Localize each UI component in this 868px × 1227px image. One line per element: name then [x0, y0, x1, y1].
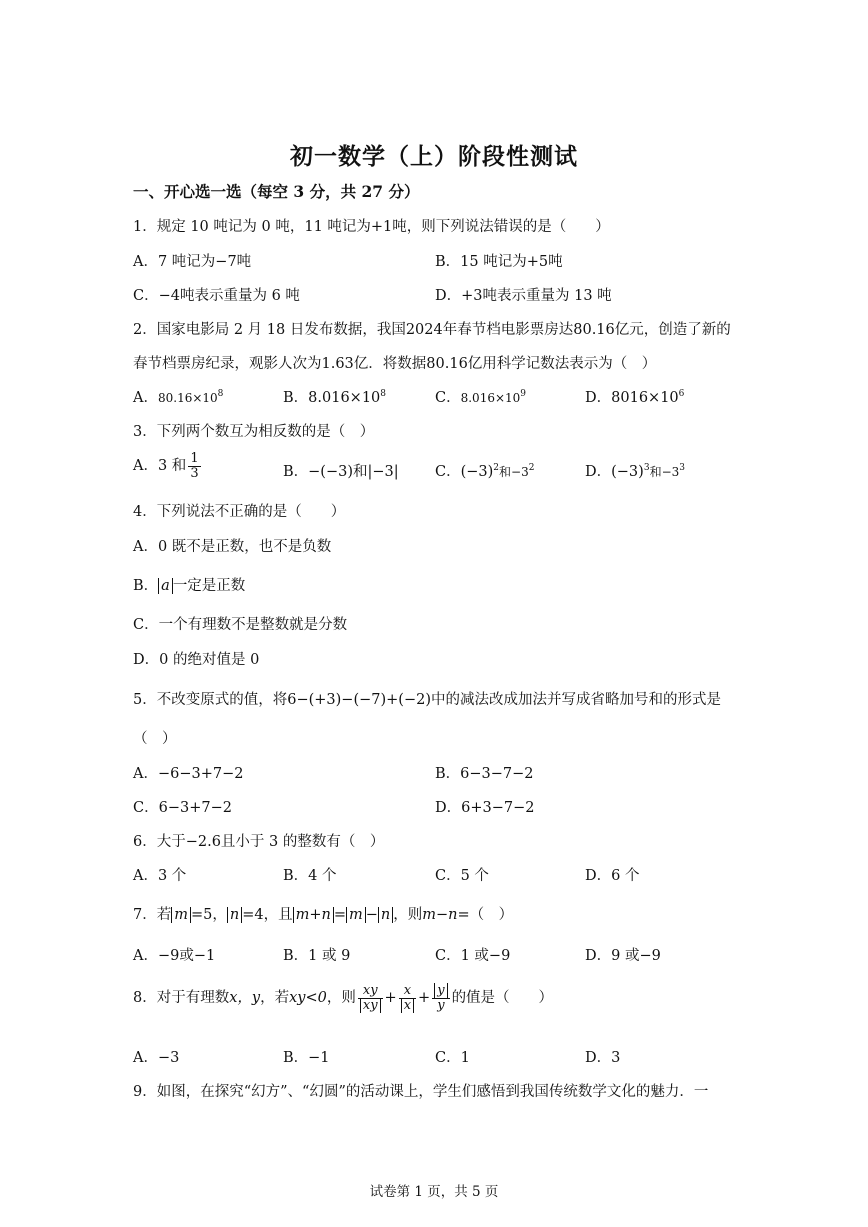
question-8-option-a: A．−3: [133, 1050, 180, 1066]
question-7-option-d: D．9 或−9: [585, 948, 661, 964]
option-c-base: C．(−3): [435, 464, 494, 480]
stem-pre: 8．对于有理数: [133, 990, 230, 1007]
option-label: D．: [585, 390, 612, 406]
question-1-option-c: C．−4吨表示重量为 6 吨: [133, 288, 300, 304]
section-heading: 一、开心选一选（每空 3 分，共 27 分）: [133, 182, 420, 201]
question-9-stem: 9．如图，在探究“幻方”、“幻圆”的活动课上，学生们感悟到我国传统数学文化的魅力．一: [133, 1084, 709, 1100]
abs-m-plus-n: m+n: [293, 907, 334, 923]
question-2-option-a: [133, 386, 223, 407]
then-text: ，则: [393, 907, 423, 923]
question-6-option-a: A．3 个: [133, 868, 187, 884]
option-c-mid: 和−3: [499, 465, 529, 479]
question-4-option-d: D．0 的绝对值是 0: [133, 652, 260, 668]
question-4-stem: 4．下列说法不正确的是（ ）: [133, 504, 346, 520]
question-6-option-d: D．6 个: [585, 868, 640, 884]
question-2-option-c: [435, 386, 526, 407]
stem-post: 的值是（ ）: [451, 990, 554, 1007]
question-4-option-a: A．0 既不是正数，也不是负数: [133, 539, 332, 555]
fraction-x-over-abs-x: [399, 984, 416, 1012]
question-2-stem-line2: 春节档票房纪录，观影人次为1.63亿．将数据80.16亿用科学记数法表示为（ ）: [133, 356, 657, 372]
abs-n: n: [227, 907, 242, 923]
option-c-exponent-2: 2: [528, 463, 535, 474]
expression: 6−(+3)−(−7)+(−2): [287, 692, 431, 708]
option-label: B．: [133, 578, 159, 594]
abs-xy: xy: [360, 998, 381, 1013]
question-7-stem: [133, 903, 513, 924]
fraction-denominator: 3: [190, 465, 199, 481]
ask-eq: =（ ）: [457, 907, 514, 923]
page-title: 初一数学（上）阶段性测试: [290, 143, 578, 170]
question-5-option-a: A．−6−3+7−2: [133, 766, 244, 782]
stem-then: ，则: [326, 990, 356, 1007]
option-label: A．: [133, 390, 158, 406]
abs-x: x: [401, 998, 414, 1013]
option-c-base: 8.016×10: [460, 391, 521, 405]
question-3-option-b: B．−(−3)和|−3|: [283, 464, 399, 480]
question-3-option-c: [435, 460, 534, 481]
option-c-exponent: 9: [520, 389, 527, 400]
option-a-text: A．3 和: [133, 458, 187, 475]
question-5-option-d: D．6+3−7−2: [435, 800, 535, 816]
question-6-option-c: C．5 个: [435, 868, 489, 884]
question-3-option-d: [585, 460, 685, 481]
page-footer: 试卷第 1 页，共 5 页: [369, 1184, 499, 1200]
fraction-denominator: [399, 999, 416, 1013]
question-1-stem: 1．规定 10 吨记为 0 吨，11 吨记为+1吨，则下列说法错误的是（ ）: [133, 219, 610, 235]
option-d-base: D．(−3): [585, 464, 644, 480]
option-d-exponent-2: 3: [679, 463, 685, 474]
eq-2: =4，且: [242, 907, 293, 923]
option-b-exponent: 8: [380, 389, 387, 400]
m-minus-n: m−n: [422, 907, 458, 923]
option-d-mid: 和−3: [649, 465, 680, 479]
question-5-option-c: C．6−3+7−2: [133, 800, 232, 816]
abs-m: m: [171, 907, 191, 923]
question-8-stem: 8．对于有理数x，y，若xy<0，则 $\frac{xy}{xy}$ + $\frac{x}{x}$ + $\frac{y}{y}$ 的值是（ ）: [133, 983, 554, 1013]
option-c-exponent: 2: [493, 463, 500, 474]
question-8-option-b: B．−1: [283, 1050, 330, 1066]
question-5-option-b: B．6−3−7−2: [435, 766, 534, 782]
option-label: B．: [283, 390, 309, 406]
question-1-option-b: B．15 吨记为+5吨: [435, 254, 563, 270]
fraction-numerator: [432, 984, 449, 999]
question-7-option-b: B．1 或 9: [283, 948, 351, 964]
condition: xy<0: [289, 990, 327, 1007]
question-5-stem: [133, 688, 721, 709]
absolute-value-a: a: [158, 578, 173, 594]
question-1-option-a: A．7 吨记为−7吨: [133, 254, 252, 270]
fraction-numerator: xy: [358, 984, 383, 999]
stem-post: 中的减法改成加法并写成省略加号和的形式是: [430, 692, 721, 708]
question-5-paren: （ ）: [133, 731, 177, 747]
minus-sign: −: [365, 907, 378, 923]
question-2-stem-line1: 2．国家电影局 2 月 18 日发布数据，我国2024年春节档电影票房达80.16亿元，创造了新的: [133, 322, 731, 338]
question-6-option-b: B．4 个: [283, 868, 337, 884]
fraction-xy-over-abs-xy: [358, 984, 383, 1012]
stem-pre: 7．若: [133, 907, 172, 923]
question-8-option-d: D．3: [585, 1050, 621, 1066]
fraction-denominator: [358, 999, 383, 1013]
eq-1: =5，: [190, 907, 227, 923]
abs-n-2: n: [378, 907, 393, 923]
fraction-denominator: y: [437, 997, 445, 1013]
variables: x，y: [229, 990, 261, 1007]
option-b-base: 8.016×10: [308, 390, 381, 406]
question-2-option-b: [283, 386, 386, 407]
option-label: C．: [435, 390, 461, 406]
question-6-stem: 6．大于−2.6且小于 3 的整数有（ ）: [133, 834, 385, 850]
eq-3: =: [333, 907, 346, 923]
option-d-exponent: 6: [678, 389, 685, 400]
abs-m-2: m: [346, 907, 366, 923]
question-2-option-d: [585, 386, 684, 407]
option-d-base: 8016×10: [611, 390, 679, 406]
question-3-option-a: [133, 452, 203, 480]
option-b-rest: 一定是正数: [172, 578, 246, 594]
question-1-option-d: D．+3吨表示重量为 13 吨: [435, 288, 612, 304]
stem-pre: 5．不改变原式的值，将: [133, 692, 288, 708]
stem-mid: ，若: [260, 990, 290, 1007]
question-4-option-b: [133, 574, 245, 595]
fraction-numerator: 1: [190, 451, 199, 466]
option-d-exponent: 3: [643, 463, 650, 474]
question-7-option-c: C．1 或−9: [435, 948, 511, 964]
option-a-exponent: 8: [217, 389, 224, 400]
option-a-base: 80.16×10: [157, 391, 218, 405]
question-4-option-c: C．一个有理数不是整数就是分数: [133, 617, 348, 633]
question-7-option-a: A．−9或−1: [133, 948, 216, 964]
fraction-one-third: [188, 452, 200, 480]
fraction-numerator: x: [399, 984, 416, 999]
question-3-stem: 3．下列两个数互为相反数的是（ ）: [133, 424, 375, 440]
fraction-abs-y-over-y: [432, 984, 449, 1012]
question-8-option-c: C．1: [435, 1050, 470, 1066]
abs-y: y: [434, 983, 447, 998]
